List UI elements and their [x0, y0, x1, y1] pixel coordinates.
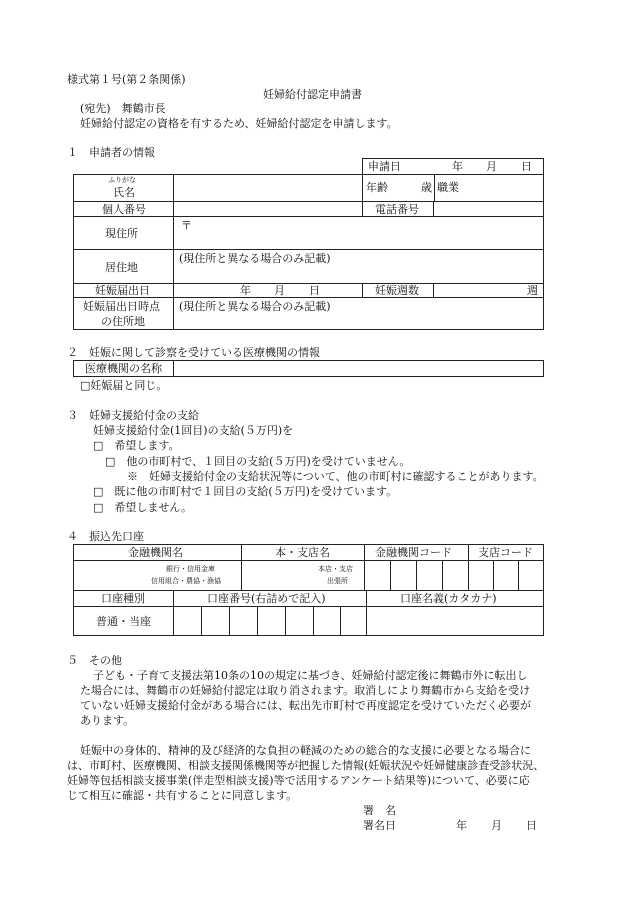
postal-mark: 〒 [181, 219, 192, 232]
form-number: 様式第１号(第２条関係) [67, 73, 186, 86]
branch-types-2: 出張所 [327, 577, 348, 585]
account-holder-header: 口座名義(カタカナ) [400, 592, 497, 605]
section3-heading: ３ 妊婦支援給付金の支給 [67, 409, 199, 422]
sign-year: 年 [456, 819, 467, 832]
account-type-value: 普通・当座 [96, 615, 151, 628]
apply-date-label: 申請日 [368, 160, 401, 173]
apply-year: 年 [452, 160, 463, 173]
section4-heading: ４ 振込先口座 [67, 530, 144, 543]
name-label: 氏名 [113, 186, 135, 199]
account-type-header: 口座種別 [101, 592, 145, 605]
account-number-header: 口座番号(右詰めで記入) [207, 592, 326, 605]
para1-line4: あります。 [80, 714, 135, 727]
form-title: 妊婦給付認定申請書 [263, 88, 362, 101]
addressee: (宛先) 舞鶴市長 [80, 102, 166, 115]
preg-month: 月 [274, 284, 285, 297]
sign-day: 日 [526, 819, 537, 832]
same-as-checkbox[interactable]: □妊娠届と同じ。 [80, 379, 168, 392]
confirm-note: ※ 妊婦支援給付金の支給状況等について、他の市町村に確認することがあります。 [127, 470, 544, 483]
para1-line1: 子ども・子育て支援法第10条の10の規定に基づき、妊婦給付認定後に舞鶴市外に転出し [93, 669, 528, 682]
wish-checkbox[interactable]: □ 希望します。 [93, 439, 180, 452]
branch-types-1: 本店・支店 [318, 565, 353, 573]
institution-label: 医療機関の名称 [85, 362, 162, 375]
bank-types-2: 信用組合・農協・漁協 [151, 577, 221, 585]
preg-address-note: (現住所と異なる場合のみ記載) [179, 300, 331, 313]
section2-heading: ２ 妊娠に関して診察を受けている医療機関の情報 [67, 346, 320, 359]
age-unit: 歳 [421, 181, 432, 194]
branch-code-header: 支店コード [478, 546, 533, 559]
bank-code-header: 金融機関コード [375, 546, 452, 559]
intro-text: 妊婦給付認定の資格を有するため、妊婦給付認定を申請します。 [80, 117, 398, 130]
signature-label: 署 名 [363, 804, 396, 817]
address-label: 現住所 [105, 227, 138, 240]
sign-date-label: 署名日 [363, 819, 396, 832]
sign-month: 月 [491, 819, 502, 832]
section5-heading: ５ その他 [67, 654, 122, 667]
para2-line3: 妊婦等包括相談支援事業(伴走型相談支援)等で活用するアンケート結果等)について、必要に応 [67, 774, 530, 787]
apply-month: 月 [486, 160, 497, 173]
personal-number-label: 個人番号 [102, 203, 146, 216]
branch-name-header: 本・支店名 [275, 546, 330, 559]
benefit-line: 妊婦支援給付金(1回目)の支給(５万円)を [93, 424, 294, 437]
section1-heading: １ 申請者の情報 [67, 146, 155, 159]
bank-name-header: 金融機関名 [128, 546, 183, 559]
para1-line2: た場合には、舞鶴市の妊婦給付認定は取り消されます。取消しにより舞鶴市から支給を受け [80, 684, 531, 697]
residence-label: 居住地 [105, 261, 138, 274]
preg-year: 年 [240, 284, 251, 297]
apply-day: 日 [521, 160, 532, 173]
no-wish-checkbox[interactable]: □ 希望しません。 [93, 501, 193, 514]
preg-day: 日 [309, 284, 320, 297]
age-label: 年齢 [366, 181, 388, 194]
already-received-checkbox[interactable]: □ 既に他の市町村で１回目の支給(５万円)を受けています。 [93, 485, 398, 498]
pregnancy-weeks-label: 妊娠週数 [375, 284, 419, 297]
residence-note: (現住所と異なる場合のみ記載) [179, 252, 331, 265]
preg-address-label-2: の住所地 [101, 315, 145, 328]
para2-line4: じて相互に確認・共有することに同意します。 [67, 789, 298, 802]
not-received-checkbox[interactable]: □ 他の市町村で、１回目の支給(５万円)を受けていません。 [105, 455, 411, 468]
pregnancy-date-label: 妊娠届出日 [95, 284, 150, 297]
para2-line1: 妊娠中の身体的、精神的及び経済的な負担の軽減のための総合的な支援に必要となる場合に [80, 744, 531, 757]
phone-label: 電話番号 [375, 203, 419, 216]
preg-address-label-1: 妊娠届出日時点 [83, 300, 160, 313]
para2-line2: は、市町村、医療機関、相談支援関係機関等が把握した情報(妊娠状況や妊婦健康診査受診状況、 [67, 759, 545, 772]
para1-line3: ていない妊婦支援給付金がある場合には、転出先市町村で再度認定を受けていただく必要が [80, 699, 531, 712]
furigana-label: ふりがな [108, 176, 136, 184]
bank-types-1: 銀行・信用金庫 [166, 565, 215, 573]
week-unit: 週 [527, 284, 538, 297]
job-label: 職業 [437, 181, 459, 194]
